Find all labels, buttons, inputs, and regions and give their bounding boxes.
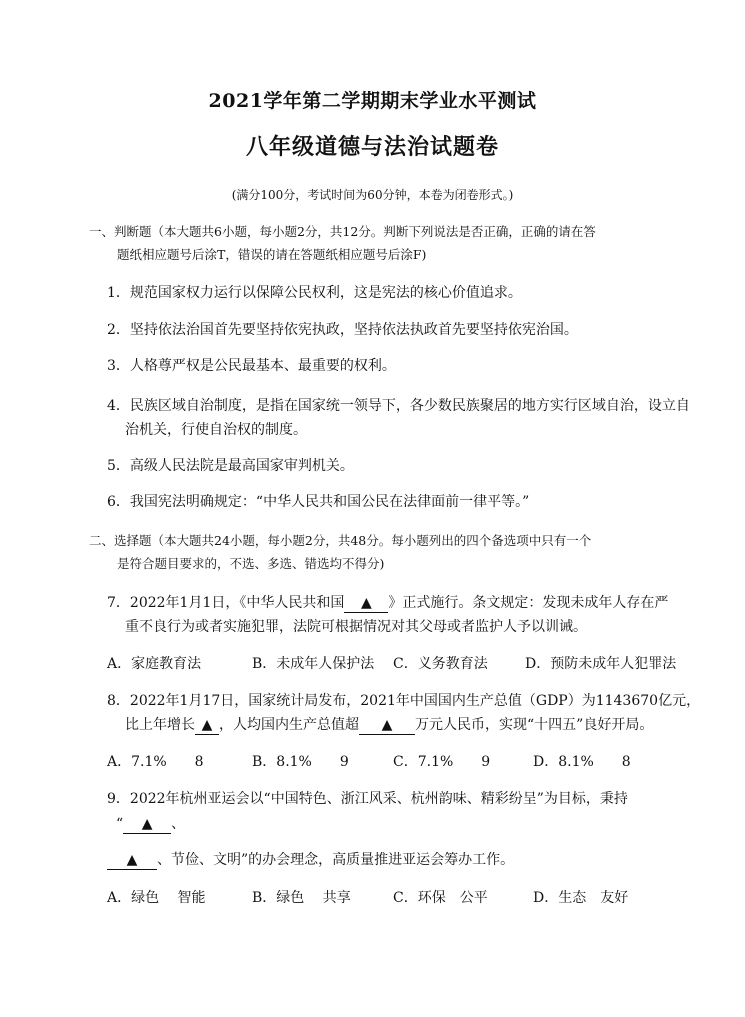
q9-text-b: 、节俭、文明”的办会理念，高质量推进亚运会筹办工作。 <box>157 852 515 868</box>
question-7 <box>107 592 667 614</box>
judge-item-3: 3．人格尊严权是公民最基本、最重要的权利。 <box>107 358 396 374</box>
q7-blank: ▲ <box>344 594 388 613</box>
q9-comma: 、 <box>171 816 186 832</box>
q9-option-d: D．生态 友好 <box>533 890 629 906</box>
q8-text-cont <box>125 714 685 736</box>
judge-item-6: 6．我国宪法明确规定：“中华人民共和国公民在法律面前一律平等。” <box>107 494 530 510</box>
q7-option-d: D．预防未成年人犯罪法 <box>525 656 677 672</box>
q9-open-quote: “ <box>116 816 124 832</box>
section2-heading: 二、选择题（本大题共24小题，每小题2分，共48分。每小题列出的四个备选项中只有一个 <box>89 533 592 548</box>
q9-option-a: A．绿色 智能 <box>107 890 206 906</box>
q7-option-b: B．未成年人保护法 <box>252 656 375 672</box>
q7-text-a: 7．2022年1月1日，《中华人民共和国 <box>107 595 345 611</box>
q7-option-c: C．义务教育法 <box>393 656 488 672</box>
q8-text-a: 比上年增长 <box>125 717 195 733</box>
judge-item-5: 5．高级人民法院是最高国家审判机关。 <box>107 458 354 474</box>
section1-heading: 一、判断题（本大题共6小题，每小题2分，共12分。判断下列说法是否正确，正确的请在答 <box>89 224 596 239</box>
exam-subtitle: 八年级道德与法治试题卷 <box>245 134 499 160</box>
q9-blank-2: ▲ <box>107 851 157 870</box>
q9-option-b: B．绿色 共享 <box>252 890 351 906</box>
section1-heading-cont: 题纸相应题号后涂T，错误的请在答题纸相应题号后涂F) <box>117 247 427 262</box>
q7-text-cont: 重不良行为或者实施犯罪，法院可根据情况对其父母或者监护人予以训诫。 <box>125 619 587 635</box>
q9-option-c: C．环保 公平 <box>393 890 488 906</box>
judge-item-2: 2．坚持依法治国首先要坚持依宪执政，坚持依法执政首先要坚持依宪治国。 <box>107 322 578 338</box>
question-8: 8．2022年1月17日，国家统计局发布，2021年中国国内生产总值（GDP）为1143670亿元， <box>107 693 701 709</box>
q9-blank-1: ▲ <box>123 815 171 834</box>
q8-blank-2: ▲ <box>359 716 415 735</box>
q8-option-a: A．7.1% 8 <box>107 754 204 770</box>
q9-text-cont <box>116 813 676 835</box>
q9-text-cont-2 <box>107 849 667 871</box>
q8-option-b: B．8.1% 9 <box>252 754 349 770</box>
q8-option-d: D．8.1% 8 <box>533 754 631 770</box>
q8-text-b: ，人均国内生产总值超 <box>219 717 359 733</box>
question-9: 9．2022年杭州亚运会以“中国特色、浙江风采、杭州韵味、精彩纷呈”为目标，秉持 <box>107 791 628 807</box>
q7-text-b: 》正式施行。条文规定：发现未成年人存在严 <box>388 595 669 611</box>
exam-title: 2021学年第二学期期末学业水平测试 <box>208 90 537 112</box>
judge-item-1: 1．规范国家权力运行以保障公民权利，这是宪法的核心价值追求。 <box>107 285 522 301</box>
q8-blank-1: ▲ <box>195 716 219 735</box>
q8-text-c: 万元人民币，实现“十四五”良好开局。 <box>415 717 654 733</box>
judge-item-4-cont: 治机关，行使自治权的制度。 <box>125 422 307 438</box>
q7-option-a: A．家庭教育法 <box>107 656 202 672</box>
section2-heading-cont: 是符合题目要求的，不选、多选、错选均不得分) <box>117 556 385 571</box>
exam-note: (满分100分，考试时间为60分钟，本卷为闭卷形式。) <box>231 188 514 202</box>
q8-option-c: C．7.1% 9 <box>393 754 491 770</box>
judge-item-4: 4．民族区域自治制度，是指在国家统一领导下，各少数民族聚居的地方实行区域自治，设立自 <box>107 398 690 414</box>
